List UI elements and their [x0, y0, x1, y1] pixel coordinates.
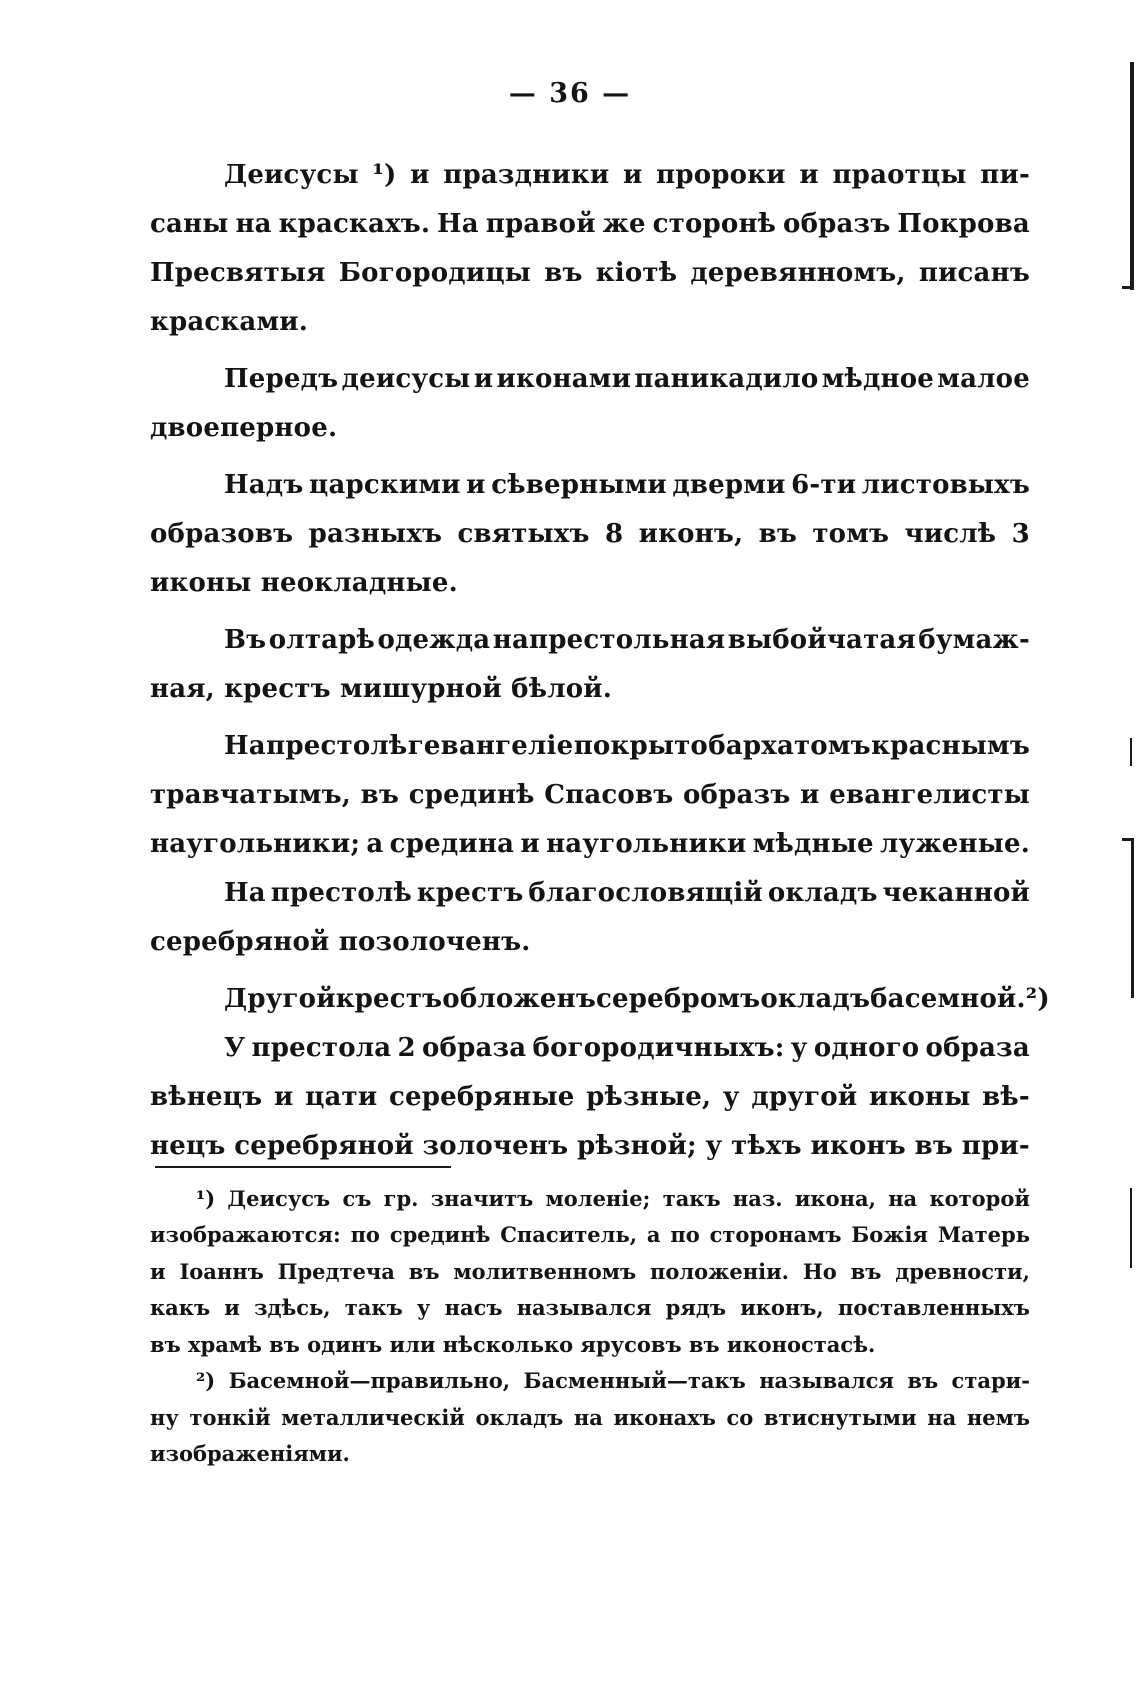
word: Покрова — [897, 208, 1030, 239]
word: и — [473, 363, 494, 394]
word: Передъ — [224, 363, 339, 394]
word: и — [466, 469, 486, 500]
word: 2 — [397, 1032, 416, 1063]
word: разныхъ — [308, 518, 443, 549]
word: образовъ — [150, 518, 294, 549]
word: напрестольная — [492, 624, 726, 655]
body-line — [150, 1072, 1030, 1121]
body-line: серебряной позолоченъ. — [150, 926, 531, 957]
word: царскими — [309, 469, 461, 500]
footnote-line — [150, 1290, 1030, 1327]
word: какъ — [150, 1295, 211, 1321]
word: деревянномъ, — [690, 257, 906, 288]
word: и — [800, 779, 820, 810]
word: моленіе; — [545, 1185, 651, 1211]
word: тонкій — [189, 1404, 271, 1430]
word: металлическій — [281, 1404, 465, 1430]
word: назывался — [759, 1368, 894, 1394]
word: иконахъ — [613, 1404, 716, 1430]
body-line — [150, 509, 1030, 558]
word: листовыхъ — [861, 469, 1030, 500]
word: гр. — [383, 1185, 419, 1211]
word: престолѣ — [270, 877, 412, 908]
word: въ — [360, 779, 400, 810]
footnote-line — [150, 1399, 1030, 1436]
word: евангелисты — [829, 779, 1030, 810]
word: Спасовъ — [544, 779, 674, 810]
word: у — [722, 1081, 740, 1112]
word: молитвенномъ — [453, 1258, 637, 1284]
word: ¹) — [372, 159, 397, 190]
word: чеканной — [882, 877, 1030, 908]
word: поставленныхъ — [837, 1295, 1030, 1321]
footnote-divider — [155, 1166, 451, 1168]
body-line — [150, 868, 1030, 917]
word: а — [366, 828, 384, 859]
edge-mark — [1130, 1188, 1132, 1268]
word: ¹) — [196, 1185, 216, 1211]
body-line: красками. — [150, 306, 308, 337]
word: и — [224, 1295, 240, 1321]
word: срединѣ — [408, 779, 535, 810]
word: немъ — [966, 1404, 1030, 1430]
word: на — [235, 208, 272, 239]
word: и — [520, 828, 540, 859]
body-line — [150, 1023, 1030, 1072]
word: образа — [925, 1032, 1030, 1063]
word: Въ — [224, 624, 267, 655]
word: святыхъ — [457, 518, 590, 549]
word: 6-ти — [791, 469, 857, 500]
word: вѣ- — [982, 1081, 1030, 1112]
word: ну — [150, 1404, 179, 1430]
word: одежда — [377, 624, 491, 655]
word: престола — [251, 1032, 392, 1063]
word: у — [790, 1032, 808, 1063]
word: травчатымъ, — [150, 779, 352, 810]
word: кіотѣ — [595, 257, 678, 288]
word: втиснутыми — [763, 1404, 917, 1430]
body-line: ная, крестъ мишурной бѣлой. — [150, 673, 612, 704]
footnote-line: изображеніями. — [150, 1441, 350, 1467]
word: въ — [914, 1130, 954, 1161]
word: серебромъ — [596, 983, 761, 1014]
word: образъ — [783, 208, 891, 239]
body-line: двоеперное. — [150, 412, 338, 443]
word: и — [799, 159, 819, 190]
word: томъ — [812, 518, 890, 549]
word: краскахъ. — [278, 208, 431, 239]
word: Спаситель, — [500, 1222, 638, 1248]
word: праотцы — [832, 159, 967, 190]
word: Деисусъ — [227, 1185, 331, 1211]
word: окладъ — [760, 983, 871, 1014]
word: на — [927, 1404, 957, 1430]
word: серебряные — [388, 1081, 575, 1112]
word: на — [888, 1185, 918, 1211]
footnote-line: въ храмѣ въ одинъ или нѣсколько ярусовъ въ иконостасѣ. — [150, 1331, 876, 1357]
word: олтарѣ — [268, 624, 376, 655]
word: рѣзной; — [577, 1130, 697, 1161]
word: богородичныхъ: — [532, 1032, 785, 1063]
edge-mark — [1122, 838, 1134, 841]
word: насъ — [444, 1295, 503, 1321]
word: крестъ — [335, 983, 443, 1014]
word: 8 — [604, 518, 624, 549]
word: Пресвятыя — [150, 257, 326, 288]
word: другой — [751, 1081, 858, 1112]
footnote-line — [150, 1253, 1030, 1290]
body-line — [150, 974, 1050, 1023]
body-line — [150, 199, 1030, 248]
word: наугольники — [546, 828, 747, 859]
word: обложенъ — [442, 983, 597, 1014]
word: Предтеча — [277, 1258, 395, 1284]
word: мѣдное — [821, 363, 935, 394]
word: древности, — [895, 1258, 1030, 1284]
body-line — [150, 615, 1030, 664]
word: такъ — [662, 1185, 721, 1211]
word: и — [623, 159, 643, 190]
edge-mark — [1122, 286, 1134, 289]
word: дверми — [672, 469, 786, 500]
body-line — [150, 770, 1030, 819]
word: икона, — [794, 1185, 876, 1211]
word: крестъ — [416, 877, 524, 908]
word: благословящій — [528, 877, 763, 908]
word: окладъ — [767, 877, 878, 908]
word: окладъ — [475, 1404, 564, 1430]
word: и — [273, 1081, 294, 1112]
edge-mark — [1131, 838, 1134, 998]
word: иконами — [496, 363, 632, 394]
word: Другой — [224, 983, 336, 1014]
word: у — [416, 1295, 431, 1321]
word: образа — [422, 1032, 527, 1063]
word: иконъ — [810, 1130, 906, 1161]
word: писанъ — [918, 257, 1030, 288]
word: Іоаннъ — [179, 1258, 264, 1284]
edge-mark — [1130, 62, 1134, 290]
body-line — [150, 1121, 1030, 1170]
word: въ — [850, 1258, 882, 1284]
word: а — [646, 1222, 661, 1248]
body-line — [150, 819, 1030, 868]
word: вѣнецъ — [150, 1081, 263, 1112]
word: ²) — [1025, 983, 1050, 1014]
body-line: иконы неокладные. — [150, 567, 458, 598]
body-line — [150, 721, 1030, 770]
footnote-line — [150, 1217, 1030, 1254]
word: и — [150, 1258, 166, 1284]
word: сѣверными — [491, 469, 667, 500]
word: пи- — [980, 159, 1030, 190]
word: престолѣ — [266, 730, 408, 761]
body-text — [150, 150, 1050, 1170]
body-line — [150, 150, 1030, 199]
word: иконъ, — [638, 518, 744, 549]
word: выбойчатая — [727, 624, 916, 655]
edge-mark — [1130, 738, 1132, 766]
word: гевангеліе — [407, 730, 574, 761]
word: при- — [961, 1130, 1030, 1161]
word: пророки — [656, 159, 786, 190]
word: въ — [907, 1368, 939, 1394]
word: На — [224, 877, 266, 908]
word: цати — [305, 1081, 378, 1112]
word: по — [350, 1222, 380, 1248]
word: мѣдные — [752, 828, 874, 859]
word: съ — [342, 1185, 372, 1211]
body-line — [150, 460, 1030, 509]
word: Богородицы — [338, 257, 531, 288]
word: значитъ — [430, 1185, 534, 1211]
word: нецъ — [150, 1130, 226, 1161]
word: бумаж- — [918, 624, 1030, 655]
word: На — [224, 730, 266, 761]
word: серебряной — [234, 1130, 414, 1161]
word: паникадило — [634, 363, 819, 394]
word: басемной. — [870, 983, 1026, 1014]
word: одного — [813, 1032, 920, 1063]
word: Матерь — [937, 1222, 1030, 1248]
footnotes — [150, 1180, 1030, 1472]
word: назывался — [516, 1295, 652, 1321]
word: наугольники; — [150, 828, 361, 859]
word: у — [705, 1130, 723, 1161]
body-line — [150, 248, 1030, 297]
body-line — [150, 354, 1030, 403]
word: золоченъ — [422, 1130, 569, 1161]
word: Божія — [851, 1222, 928, 1248]
word: сторонамъ — [709, 1222, 842, 1248]
word: со — [726, 1404, 754, 1430]
word: и — [410, 159, 430, 190]
word: срединѣ — [389, 1222, 491, 1248]
word: краснымъ — [871, 730, 1030, 761]
word: деисусы — [341, 363, 471, 394]
word: бархатомъ — [708, 730, 871, 761]
word: праздники — [443, 159, 610, 190]
word: ²) — [196, 1368, 216, 1394]
word: покрыто — [573, 730, 708, 761]
word: здѣсь, — [254, 1295, 331, 1321]
word: Басменный—такъ — [523, 1368, 746, 1394]
word: положеніи. — [649, 1258, 789, 1284]
word: образъ — [683, 779, 791, 810]
word: луженые. — [879, 828, 1030, 859]
word: числѣ — [904, 518, 997, 549]
word: Но — [802, 1258, 837, 1284]
word: Деисусы — [224, 159, 359, 190]
word: же — [602, 208, 646, 239]
word: въ — [544, 257, 583, 288]
word: рѣзные, — [586, 1081, 712, 1112]
word: средина — [389, 828, 515, 859]
word: наз. — [732, 1185, 783, 1211]
word: такъ — [344, 1295, 403, 1321]
word: стари- — [951, 1368, 1030, 1394]
word: саны — [150, 208, 229, 239]
word: На — [437, 208, 479, 239]
word: Надъ — [224, 469, 304, 500]
footnote-line — [150, 1363, 1030, 1400]
word: на — [573, 1404, 603, 1430]
word: иконъ, — [740, 1295, 824, 1321]
binding-edge-marks — [1120, 0, 1140, 1704]
word: У — [224, 1032, 246, 1063]
word: въ — [408, 1258, 440, 1284]
word: правой — [485, 208, 596, 239]
word: изображаются: — [150, 1222, 341, 1248]
word: 3 — [1011, 518, 1030, 549]
word: иконы — [869, 1081, 971, 1112]
word: по — [670, 1222, 700, 1248]
word: сторонѣ — [652, 208, 777, 239]
word: рядъ — [665, 1295, 726, 1321]
word: въ — [758, 518, 798, 549]
word: которой — [929, 1185, 1030, 1211]
word: Басемной—правильно, — [228, 1368, 511, 1394]
word: малое — [937, 363, 1030, 394]
footnote-line — [150, 1180, 1030, 1217]
page-number: — 36 — — [508, 78, 632, 109]
word: тѣхъ — [731, 1130, 802, 1161]
